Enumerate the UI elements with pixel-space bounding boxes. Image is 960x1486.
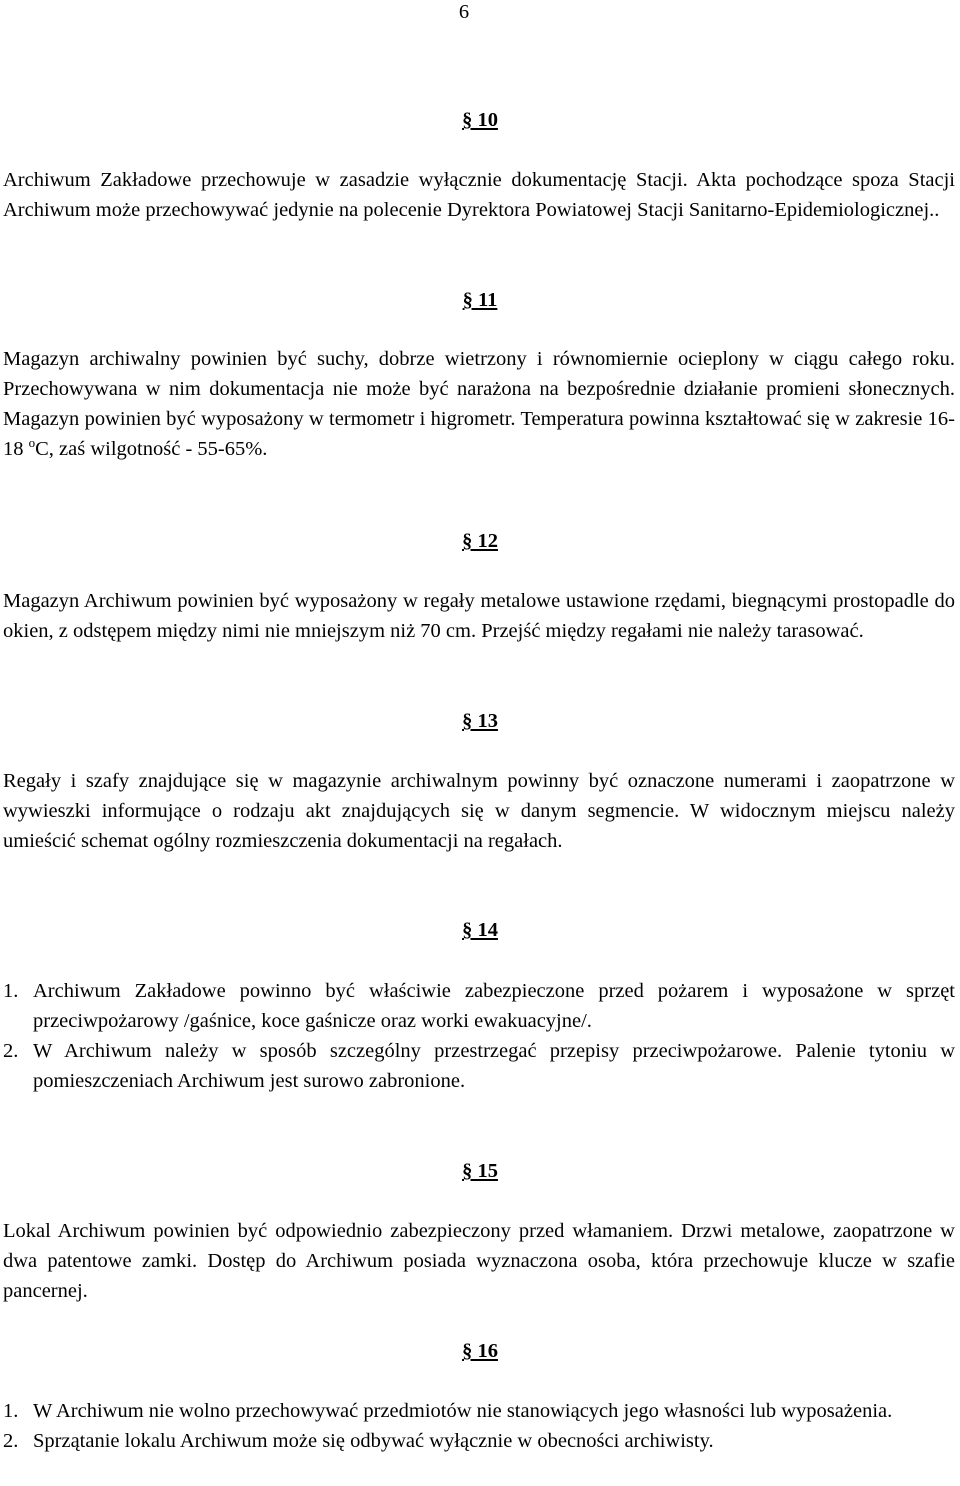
degree-superscript: o bbox=[28, 435, 36, 451]
section-heading-14-text: § 14 bbox=[462, 919, 498, 941]
section-heading-15 bbox=[0, 1159, 960, 1183]
list-item bbox=[3, 976, 955, 1036]
list-item-number: 1. bbox=[3, 980, 19, 1002]
section-11-text-a: Magazyn archiwalny powinien być suchy, dobrze wietrzony i równomiernie ocieplony w ciągu całego roku. Przechowywana w nim dokumentacja nie może być narażona na bezpośrednie działanie promieni słonecznych. Magazyn powinien być wyposażony w termometr i higrometr. Temperatura powinna kształtować się w zakresie 16-18 bbox=[3, 348, 955, 460]
section-15-paragraph: Lokal Archiwum powinien być odpowiednio zabezpieczony przed włamaniem. Drzwi metalowe, zaopatrzone w dwa patentowe zamki. Dostęp do Archiwum posiada wyznaczona osoba, która przechowuje klucze w szafie pancernej. bbox=[3, 1220, 955, 1302]
section-heading-14 bbox=[0, 918, 960, 942]
section-14-list bbox=[3, 976, 955, 1096]
section-11-text-b: C, zaś wilgotność - 55-65%. bbox=[35, 438, 268, 460]
section-heading-11-text: § 11 bbox=[462, 289, 498, 311]
list-item-number: 2. bbox=[3, 1040, 19, 1062]
list-item bbox=[3, 1396, 955, 1426]
section-heading-13-text: § 13 bbox=[462, 710, 498, 732]
list-item-number: 2. bbox=[3, 1430, 19, 1452]
section-heading-15-text: § 15 bbox=[462, 1160, 498, 1182]
section-13-paragraph: Regały i szafy znajdujące się w magazynie archiwalnym powinny być oznaczone numerami i zaopatrzone w wywieszki informujące o rodzaju akt znajdujących się w danym segmencie. W widocznym miejscu należy umieścić schemat ogólny rozmieszczenia dokumentacji na regałach. bbox=[3, 770, 955, 852]
list-item-number: 1. bbox=[3, 1400, 19, 1422]
section-heading-10-text: § 10 bbox=[462, 109, 498, 131]
section-heading-11 bbox=[0, 288, 960, 312]
list-item-text: W Archiwum należy w sposób szczególny przestrzegać przepisy przeciwpożarowe. Palenie tytoniu w pomieszczeniach Archiwum jest surowo zabronione. bbox=[33, 1040, 955, 1092]
page-number: 6 bbox=[458, 1, 470, 23]
list-item-text: W Archiwum nie wolno przechowywać przedmiotów nie stanowiących jego własności lub wyposażenia. bbox=[33, 1400, 893, 1422]
section-heading-16-text: § 16 bbox=[462, 1340, 498, 1362]
section-12-paragraph: Magazyn Archiwum powinien być wyposażony w regały metalowe ustawione rzędami, biegnącymi prostopadle do okien, z odstępem między nimi nie mniejszym niż 70 cm. Przejść między regałami nie należy tarasować. bbox=[3, 590, 955, 642]
list-item bbox=[3, 1426, 955, 1456]
section-heading-12-text: § 12 bbox=[462, 530, 498, 552]
section-11-paragraph bbox=[3, 344, 955, 464]
list-item-text: Archiwum Zakładowe powinno być właściwie zabezpieczone przed pożarem i wyposażone w sprzęt przeciwpożarowy /gaśnice, koce gaśnicze oraz worki ewakuacyjne/. bbox=[33, 980, 955, 1032]
list-item-text: Sprzątanie lokalu Archiwum może się odbywać wyłącznie w obecności archiwisty. bbox=[33, 1430, 714, 1452]
section-16-list bbox=[3, 1396, 955, 1456]
section-heading-12 bbox=[0, 529, 960, 553]
section-heading-16 bbox=[0, 1339, 960, 1363]
list-item bbox=[3, 1036, 955, 1096]
section-heading-10 bbox=[0, 108, 960, 132]
section-heading-13 bbox=[0, 709, 960, 733]
section-10-paragraph: Archiwum Zakładowe przechowuje w zasadzie wyłącznie dokumentację Stacji. Akta pochodzące spoza Stacji Archiwum może przechowywać jedynie na polecenie Dyrektora Powiatowej Stacji Sanitarno-Epidemiologicznej.. bbox=[3, 169, 955, 221]
